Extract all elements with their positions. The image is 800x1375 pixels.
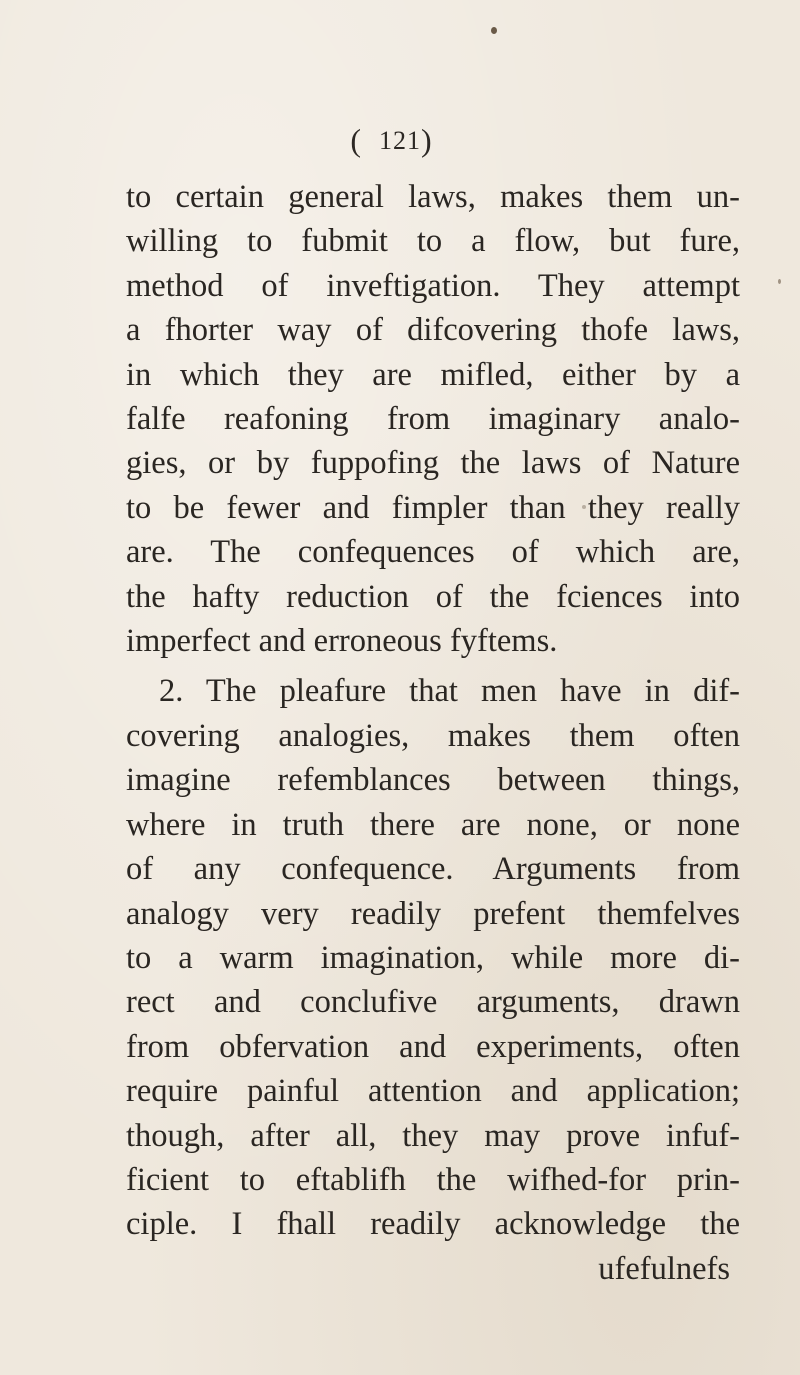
page-number: 121 xyxy=(379,126,421,155)
paragraph-2 xyxy=(126,669,740,1246)
catchword: ufefulnefs xyxy=(598,1250,730,1287)
text-line: ciple. I fhall readily acknowledge the xyxy=(126,1206,740,1243)
text-line: in which they are mifled, either by a xyxy=(126,356,740,393)
text-line: to be fewer and fimpler than they really xyxy=(126,489,740,526)
text-line: ficient to eftablifh the wifhed-for prin- xyxy=(126,1161,740,1198)
text-line: imagine refemblances between things, xyxy=(126,762,740,799)
text-line: imperfect and erroneous fyftems. xyxy=(126,623,558,660)
page-header xyxy=(0,122,800,159)
text-line: 2. The pleafure that men have in dif- xyxy=(159,673,740,710)
text-line: of any confequence. Arguments from xyxy=(126,851,740,888)
text-line: gies, or by fuppofing the laws of Nature xyxy=(126,445,740,482)
header-close-paren: ) xyxy=(421,122,450,158)
paragraph-1 xyxy=(126,175,740,663)
text-line: falfe reafoning from imaginary analo- xyxy=(126,401,740,438)
text-line: though, after all, they may prove infuf- xyxy=(126,1117,740,1154)
text-line: willing to fubmit to a flow, but fure, xyxy=(126,223,740,260)
text-line: method of inveftigation. They attempt xyxy=(126,267,740,304)
text-line: covering analogies, makes them often xyxy=(126,717,740,754)
text-line: rect and conclufive arguments, drawn xyxy=(126,984,740,1021)
body-text xyxy=(126,175,740,1291)
text-line: the hafty reduction of the fciences into xyxy=(126,578,740,615)
text-line: where in truth there are none, or none xyxy=(126,806,740,843)
text-line: from obfervation and experiments, often xyxy=(126,1028,740,1065)
text-line: a fhorter way of difcovering thofe laws, xyxy=(126,312,740,349)
text-line: analogy very readily prefent themfelves xyxy=(126,895,740,932)
ink-spot xyxy=(491,27,497,34)
text-line: require painful attention and application; xyxy=(126,1073,740,1110)
text-line: to certain general laws, makes them un- xyxy=(126,179,740,215)
text-line: to a warm imagination, while more di- xyxy=(126,939,740,976)
header-open-paren: ( xyxy=(350,122,379,158)
ink-spot xyxy=(778,279,781,284)
text-line: are. The confequences of which are, xyxy=(126,534,740,571)
